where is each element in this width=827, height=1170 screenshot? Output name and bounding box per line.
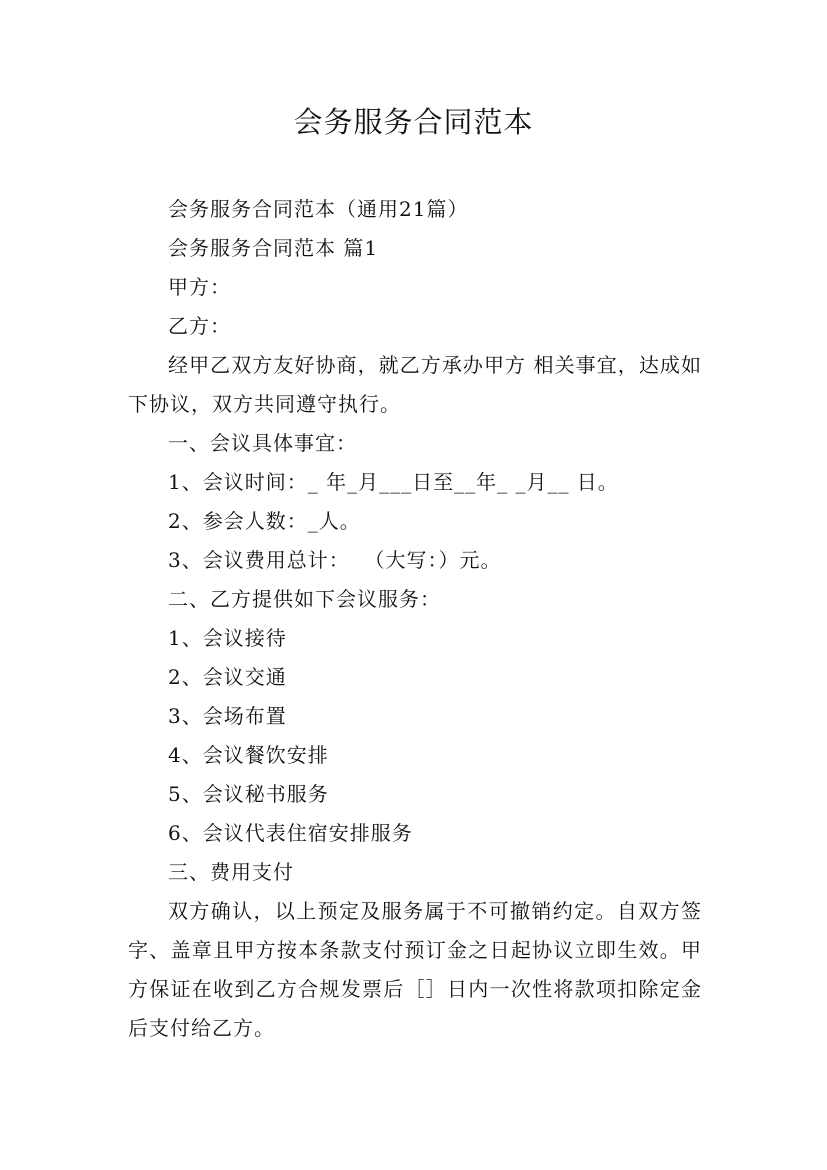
paragraph-party-b: 乙方： — [168, 314, 231, 338]
paragraph-meeting-time: 1、会议时间：_ 年_月___日至__年_ _月__ 日。 — [168, 470, 619, 494]
paragraph-attendee-count: 2、参会人数：_人。 — [168, 509, 361, 533]
paragraph-party-a: 甲方： — [168, 275, 231, 299]
paragraph-service-catering: 4、会议餐饮安排 — [168, 743, 329, 767]
paragraph-service-secretary: 5、会议秘书服务 — [168, 782, 329, 806]
paragraph-agreement-intro: 经甲乙双方友好协商，就乙方承办甲方 相关事宜，达成如下协议，双方共同遵守执行。 — [128, 353, 702, 416]
paragraph-payment-terms: 双方确认，以上预定及服务属于不可撤销约定。自双方签字、盖章且甲方按本条款支付预订金之日起协议立即生效。甲方保证在收到乙方合规发票后［］日内一次性将款项扣除定金后支付给乙方。 — [128, 899, 702, 1040]
paragraph-section-heading: 会务服务合同范本 篇1 — [168, 236, 379, 260]
document-title: 会务服务合同范本 — [293, 105, 534, 139]
paragraph-clause-3-heading: 三、费用支付 — [168, 860, 294, 884]
paragraph-clause-1-heading: 一、会议具体事宜： — [168, 431, 357, 455]
paragraph-subtitle: 会务服务合同范本（通用21篇） — [168, 197, 469, 221]
paragraph-clause-2-heading: 二、乙方提供如下会议服务： — [168, 587, 441, 611]
paragraph-service-reception: 1、会议接待 — [168, 626, 287, 650]
paragraph-service-lodging: 6、会议代表住宿安排服务 — [168, 821, 413, 845]
paragraph-total-cost: 3、会议费用总计： （大写：）元。 — [168, 548, 502, 572]
paragraph-service-venue: 3、会场布置 — [168, 704, 287, 728]
document-body — [128, 190, 702, 1048]
paragraph-service-transport: 2、会议交通 — [168, 665, 287, 689]
